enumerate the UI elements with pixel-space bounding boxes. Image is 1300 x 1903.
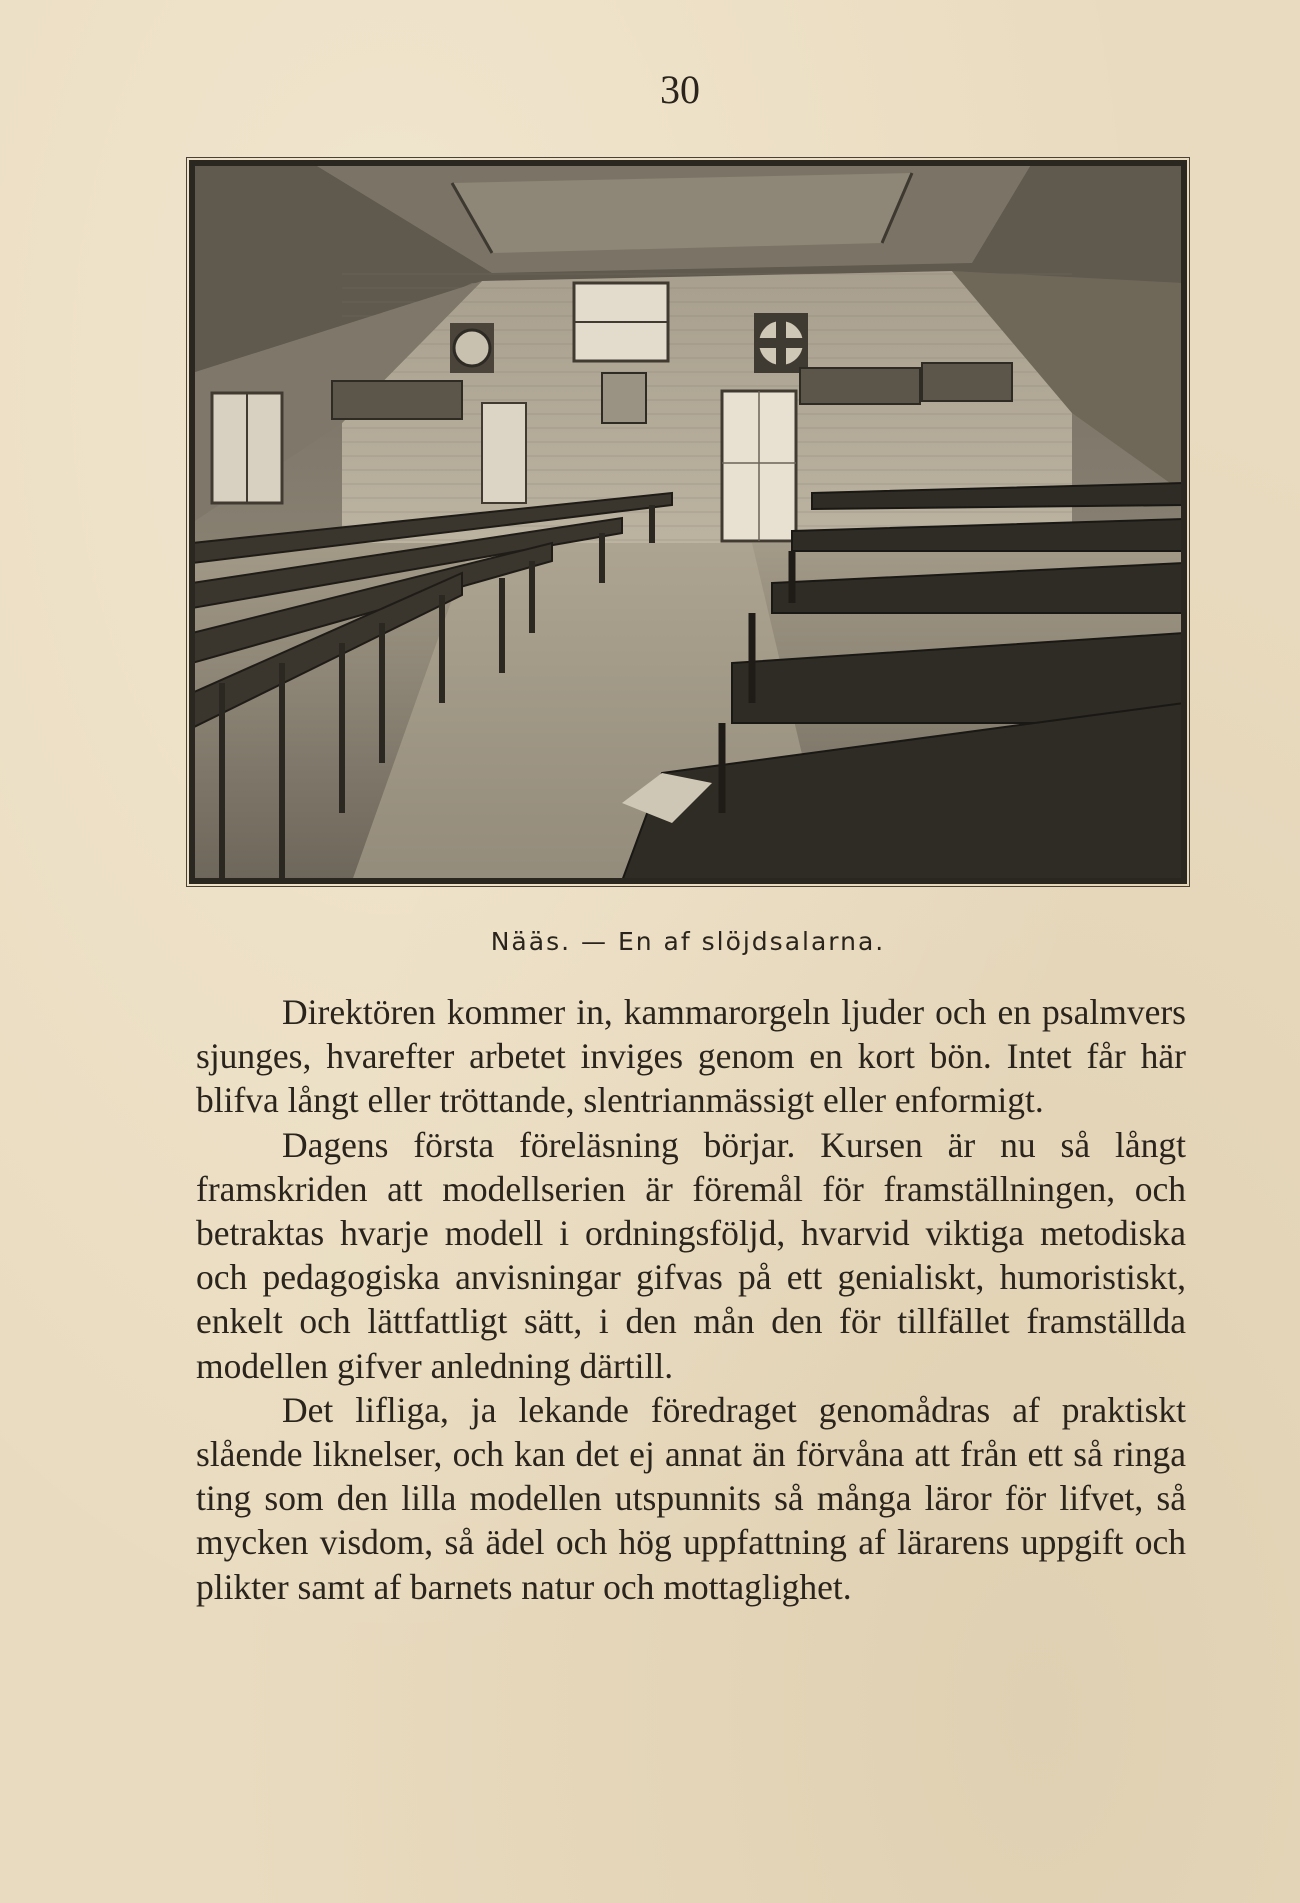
classroom-photograph [189,160,1187,884]
classroom-photo-illustration [192,163,1184,881]
page-number: 30 [660,67,700,112]
body-text [196,990,1186,1609]
paragraph-3: Det lifliga, ja lekande föredraget genomådras af praktiskt slående liknelser, och kan det ej annat än förvåna att från ett så ringa ting som den lilla modellen utspunnits så många läror för lifvet, så mycken visdom, så ädel och hög uppfattning af lärarens uppgift och plikter samt af barnets natur och mottaglighet. [196,1389,1186,1607]
paragraph-1: Direktören kommer in, kammarorgeln ljuder och en psalmvers sjunges, hvarefter arbetet inviges genom en kort bön. Intet får här blifva långt eller tröttande, slentrianmässigt eller enformigt. [196,992,1186,1121]
figure-caption: Nääs. — En af slöjdsalarna. [490,927,886,956]
paragraph-2: Dagens första föreläsning börjar. Kursen är nu så långt framskriden att modellserien är föremål för framställningen, och betraktas hvarje modell i ordningsföljd, hvarvid viktiga metodiska och pedagogiska anvisningar gifvas på ett genialiskt, humoristiskt, enkelt och lättfattligt sätt, i den mån den för tillfället framställda modellen gifver anledning därtill. [196,1124,1186,1386]
